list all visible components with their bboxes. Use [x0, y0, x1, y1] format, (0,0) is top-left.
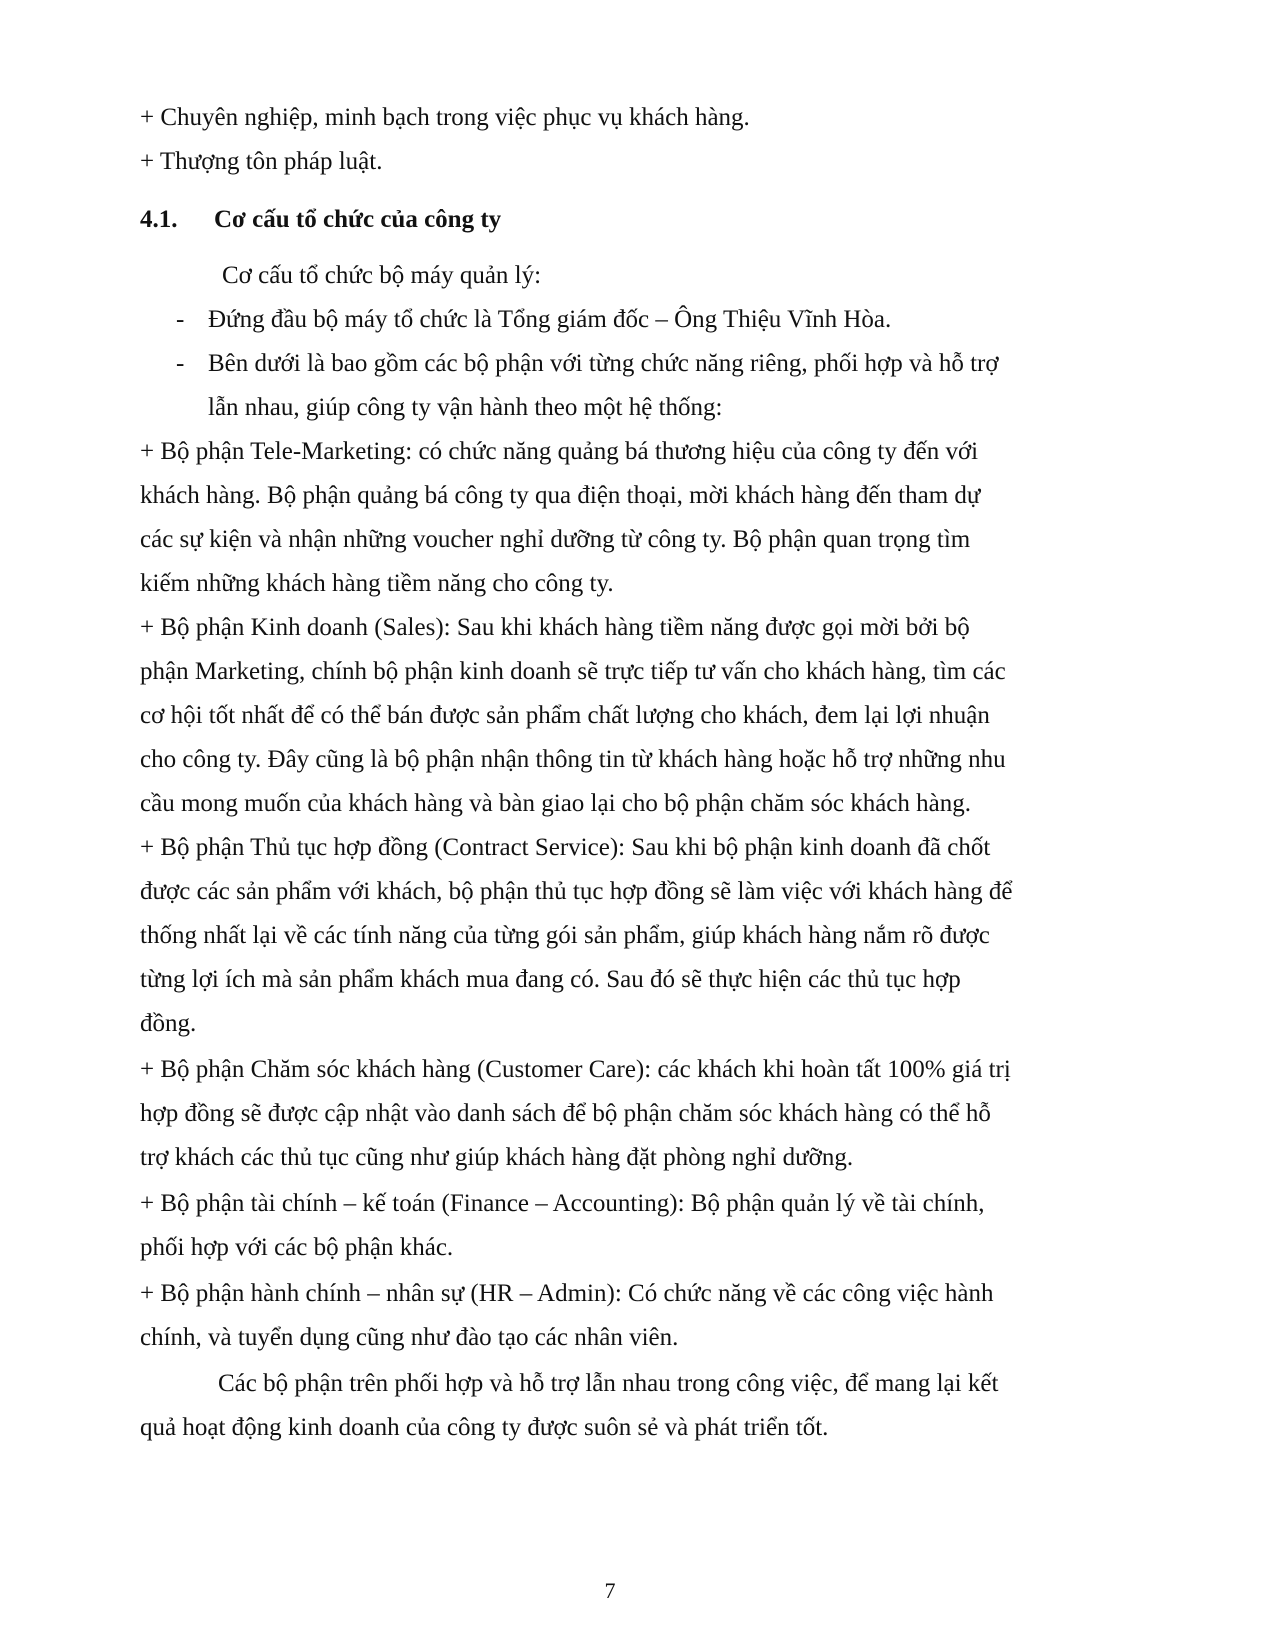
dash-item-line: Đứng đầu bộ máy tổ chức là Tổng giám đốc – Ông Thiệu Vĩnh Hòa.: [208, 306, 892, 333]
dash-bullet: -: [176, 306, 185, 333]
department-hr-line: chính, và tuyển dụng cũng như đào tạo các nhân viên.: [140, 1324, 679, 1351]
department-customer-care-line: hợp đồng sẽ được cập nhật vào danh sách để bộ phận chăm sóc khách hàng có thể hỗ: [140, 1100, 991, 1127]
department-customer-care-line: + Bộ phận Chăm sóc khách hàng (Customer Care): các khách khi hoàn tất 100% giá trị: [140, 1056, 1011, 1083]
department-contract-line: + Bộ phận Thủ tục hợp đồng (Contract Service): Sau khi bộ phận kinh doanh đã chốt: [140, 834, 991, 861]
department-telemarketing-line: + Bộ phận Tele-Marketing: có chức năng quảng bá thương hiệu của công ty đến với: [140, 438, 979, 465]
department-contract-line: từng lợi ích mà sản phẩm khách mua đang có. Sau đó sẽ thực hiện các thủ tục hợp: [140, 966, 961, 993]
department-sales-line: cầu mong muốn của khách hàng và bàn giao lại cho bộ phận chăm sóc khách hàng.: [140, 790, 971, 817]
department-contract-line: đồng.: [140, 1010, 197, 1037]
dash-item-line: lẫn nhau, giúp công ty vận hành theo một hệ thống:: [208, 394, 723, 421]
department-sales-line: phận Marketing, chính bộ phận kinh doanh sẽ trực tiếp tư vấn cho khách hàng, tìm các: [140, 658, 1006, 685]
department-customer-care-line: trợ khách các thủ tục cũng như giúp khách hàng đặt phòng nghỉ dưỡng.: [140, 1144, 854, 1171]
section-heading: [140, 205, 501, 235]
department-contract-line: được các sản phẩm với khách, bộ phận thủ tục hợp đồng sẽ làm việc với khách hàng để: [140, 878, 1013, 905]
department-sales-line: cho công ty. Đây cũng là bộ phận nhận thông tin từ khách hàng hoặc hỗ trợ những nhu: [140, 746, 1006, 773]
section-number: 4.1.: [140, 206, 178, 233]
department-sales-line: cơ hội tốt nhất để có thể bán được sản phẩm chất lượng cho khách, đem lại lợi nhuận: [140, 702, 990, 729]
department-hr-line: + Bộ phận hành chính – nhân sự (HR – Admin): Có chức năng về các công việc hành: [140, 1280, 994, 1307]
page-number: 7: [604, 1578, 616, 1603]
department-telemarketing-line: các sự kiện và nhận những voucher nghỉ dưỡng từ công ty. Bộ phận quan trọng tìm: [140, 526, 971, 553]
department-telemarketing-line: kiếm những khách hàng tiềm năng cho công ty.: [140, 570, 614, 597]
department-finance-line: phối hợp với các bộ phận khác.: [140, 1234, 454, 1261]
conclusion-line: Các bộ phận trên phối hợp và hỗ trợ lẫn nhau trong công việc, để mang lại kết: [218, 1370, 999, 1397]
intro-line: + Chuyên nghiệp, minh bạch trong việc phục vụ khách hàng.: [140, 104, 750, 131]
department-finance-line: + Bộ phận tài chính – kế toán (Finance – Accounting): Bộ phận quản lý về tài chính,: [140, 1190, 985, 1217]
intro-line: + Thượng tôn pháp luật.: [140, 148, 383, 175]
department-contract-line: thống nhất lại về các tính năng của từng gói sản phẩm, giúp khách hàng nắm rõ được: [140, 922, 990, 949]
dash-item-line: Bên dưới là bao gồm các bộ phận với từng chức năng riêng, phối hợp và hỗ trợ: [208, 350, 999, 377]
section-title: Cơ cấu tổ chức của công ty: [214, 206, 502, 233]
org-intro: Cơ cấu tổ chức bộ máy quản lý:: [222, 262, 542, 289]
dash-bullet: -: [176, 350, 185, 377]
conclusion-line: quả hoạt động kinh doanh của công ty được suôn sẻ và phát triển tốt.: [140, 1414, 829, 1441]
department-sales-line: + Bộ phận Kinh doanh (Sales): Sau khi khách hàng tiềm năng được gọi mời bởi bộ: [140, 614, 970, 641]
department-telemarketing-line: khách hàng. Bộ phận quảng bá công ty qua điện thoại, mời khách hàng đến tham dự: [140, 482, 981, 509]
